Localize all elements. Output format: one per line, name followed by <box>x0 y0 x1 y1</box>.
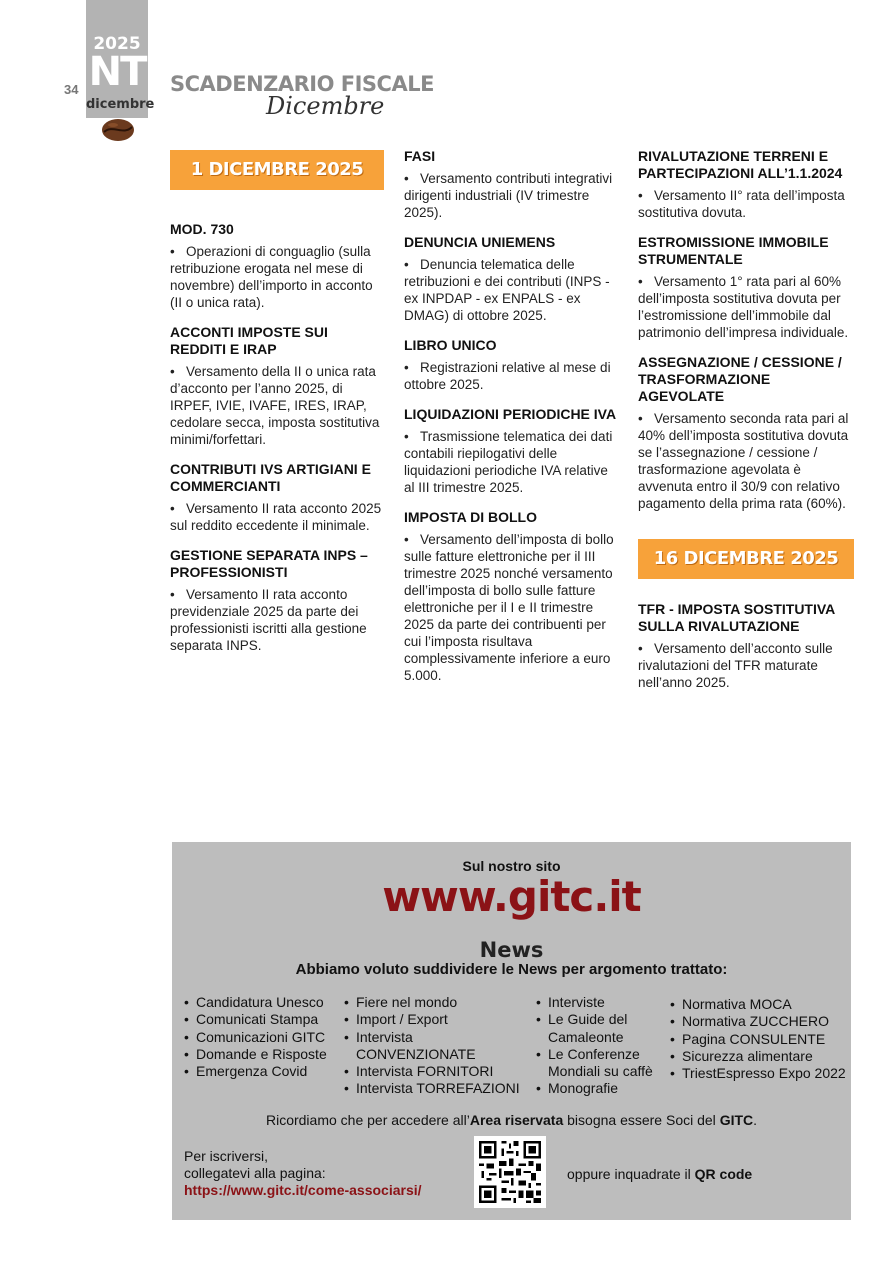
promo-box <box>172 842 851 1220</box>
section-title: MOD. 730 <box>170 221 234 237</box>
column-1 <box>170 150 384 667</box>
register-link[interactable]: https://www.gitc.it/come-associarsi/ <box>184 1182 422 1198</box>
reserved-area-label: Area riservata <box>469 1112 564 1128</box>
site-link[interactable]: www.gitc.it <box>382 872 641 921</box>
list-item: • Normativa MOCA <box>670 996 850 1013</box>
news-list-3 <box>536 994 666 1098</box>
section-gestione-separata <box>170 547 384 654</box>
qr-code-icon[interactable] <box>474 1136 546 1208</box>
reminder-text: Ricordiamo che per accedere all’ <box>265 1112 470 1128</box>
section-title: FASI <box>404 148 436 164</box>
list-item: • Domande e Risposte <box>184 1046 352 1063</box>
promo-intro: Sul nostro sito <box>462 858 561 874</box>
coffee-bean-icon <box>101 116 135 144</box>
list-item: • Monografie <box>536 1080 666 1097</box>
page-title: SCADENZARIO FISCALE <box>170 72 434 96</box>
qr-code-label: QR code <box>694 1166 753 1182</box>
column-3 <box>638 148 854 704</box>
section-uniemens <box>404 234 622 324</box>
list-item: • Intervista CONVENZIONATE <box>344 1029 534 1064</box>
gitc-label: GITC <box>719 1112 754 1128</box>
section-contributi-ivs <box>170 461 384 534</box>
list-item: • Le Guide del Camaleonte <box>536 1011 666 1046</box>
date-banner-1-dicembre: 1 DICEMBRE 2025 <box>170 150 384 190</box>
section-imposta-bollo <box>404 509 622 684</box>
section-body: • Versamento dell’imposta di bollo sulle fatture elettroniche per il III trimestre 2025 nonché versamento dell’imposta di bollo sulle fatture elettroniche per il I e II trimestre 2025 da parte dei contribuenti per cui l’imposta risultava complessivamente inferiore a euro 5.000. <box>404 531 622 684</box>
issue-month: dicembre <box>86 97 155 112</box>
brand-logo: NT <box>88 49 146 95</box>
section-estromissione <box>638 234 854 341</box>
list-item: • Intervista TORREFAZIONI <box>344 1080 534 1097</box>
section-title: DENUNCIA UNIEMENS <box>404 234 556 250</box>
list-item: • Le Conferenze Mondiali su caffè <box>536 1046 666 1081</box>
reminder-text: bisogna essere Soci del <box>563 1112 720 1128</box>
list-item: • Intervista FORNITORI <box>344 1063 534 1080</box>
qr-instruction <box>567 1166 752 1182</box>
section-title: GESTIONE SEPARATA INPS – PROFESSIONISTI <box>170 547 368 580</box>
page-number: 34 <box>64 82 79 97</box>
register-line: collegatevi alla pagina: <box>184 1165 326 1181</box>
qr-instruction-text: oppure inquadrate il <box>567 1166 695 1182</box>
section-libro-unico <box>404 337 622 393</box>
news-subtitle: Abbiamo voluto suddividere le News per argomento trattato: <box>295 961 728 978</box>
section-title: TFR - IMPOSTA SOSTITUTIVA SULLA RIVALUTAZIONE <box>638 601 835 634</box>
section-rivalutazione-terreni <box>638 148 854 221</box>
section-mod-730 <box>170 221 384 311</box>
reminder-text: . <box>753 1112 758 1128</box>
section-acconti-imposte <box>170 324 384 448</box>
news-list-1 <box>184 994 352 1080</box>
list-item: • Interviste <box>536 994 666 1011</box>
section-body: • Versamento II rata acconto previdenziale 2025 da parte dei professionisti iscritti alla gestione separata INPS. <box>170 586 384 654</box>
register-line: Per iscriversi, <box>184 1148 269 1164</box>
column-2 <box>404 148 622 697</box>
news-title: News <box>479 938 544 962</box>
section-body: • Versamento 1° rata pari al 60% dell’imposta sostitutiva dovuta per l’estromissione dell’immobile dal patrimonio dell’impresa individuale. <box>638 273 854 341</box>
section-title: IMPOSTA DI BOLLO <box>404 509 537 525</box>
section-body: • Registrazioni relative al mese di ottobre 2025. <box>404 359 622 393</box>
register-info <box>184 1148 422 1199</box>
section-assegnazione <box>638 354 854 512</box>
reserved-area-reminder <box>172 1112 851 1128</box>
list-item: • Pagina CONSULENTE <box>670 1031 850 1048</box>
list-item: • Import / Export <box>344 1011 534 1028</box>
section-body: • Versamento della II o unica rata d’acconto per l’anno 2025, di IRPEF, IVIE, IVAFE, IRES, IRAP, cedolare secca, imposta sostitutiva minimi/forfettari. <box>170 363 384 448</box>
list-item: • TriestEspresso Expo 2022 <box>670 1065 850 1082</box>
section-title: CONTRIBUTI IVS ARTIGIANI E COMMERCIANTI <box>170 461 371 494</box>
section-title: LIBRO UNICO <box>404 337 497 353</box>
news-list-2 <box>344 994 534 1098</box>
section-body: • Operazioni di conguaglio (sulla retribuzione erogata nel mese di novembre) dell’importo in acconto (II o unica rata). <box>170 243 384 311</box>
section-title: ACCONTI IMPOSTE SUI REDDITI E IRAP <box>170 324 328 357</box>
list-item: • Comunicazioni GITC <box>184 1029 352 1046</box>
page-subtitle: Dicembre <box>266 92 385 120</box>
section-title: ESTROMISSIONE IMMOBILE STRUMENTALE <box>638 234 829 267</box>
section-body: • Trasmissione telematica dei dati contabili riepilogativi delle liquidazioni periodiche IVA relative al III trimestre 2025. <box>404 428 622 496</box>
issue-tab <box>86 0 155 118</box>
issue-year: 2025 <box>93 34 141 54</box>
section-fasi <box>404 148 622 221</box>
list-item: • Fiere nel mondo <box>344 994 534 1011</box>
section-tfr <box>638 601 854 691</box>
section-title: RIVALUTAZIONE TERRENI E PARTECIPAZIONI ALL’1.1.2024 <box>638 148 843 181</box>
date-banner-16-dicembre: 16 DICEMBRE 2025 <box>638 539 854 579</box>
list-item: • Comunicati Stampa <box>184 1011 352 1028</box>
section-body: • Versamento II rata acconto 2025 sul reddito eccedente il minimale. <box>170 500 384 534</box>
section-body: • Versamento dell’acconto sulle rivalutazioni del TFR maturate nell’anno 2025. <box>638 640 854 691</box>
section-title: LIQUIDAZIONI PERIODICHE IVA <box>404 406 617 422</box>
list-item: • Sicurezza alimentare <box>670 1048 850 1065</box>
section-body: • Denuncia telematica delle retribuzioni e dei contributi (INPS - ex INPDAP - ex ENPALS - ex DMAG) di ottobre 2025. <box>404 256 622 324</box>
section-title: ASSEGNAZIONE / CESSIONE / TRASFORMAZIONE AGEVOLATE <box>638 354 842 404</box>
news-list-4 <box>670 996 850 1082</box>
section-body: • Versamento seconda rata pari al 40% dell’imposta sostitutiva dovuta se l’assegnazione / cessione / trasformazione agevolata è avvenuta entro il 30/9 con relativo pagamento della prima rata (60%). <box>638 410 854 512</box>
section-body: • Versamento II° rata dell’imposta sostitutiva dovuta. <box>638 187 854 221</box>
list-item: • Candidatura Unesco <box>184 994 352 1011</box>
list-item: • Normativa ZUCCHERO <box>670 1013 850 1030</box>
section-body: • Versamento contributi integrativi dirigenti industriali (IV trimestre 2025). <box>404 170 622 221</box>
list-item: • Emergenza Covid <box>184 1063 352 1080</box>
section-liquidazioni-iva <box>404 406 622 496</box>
